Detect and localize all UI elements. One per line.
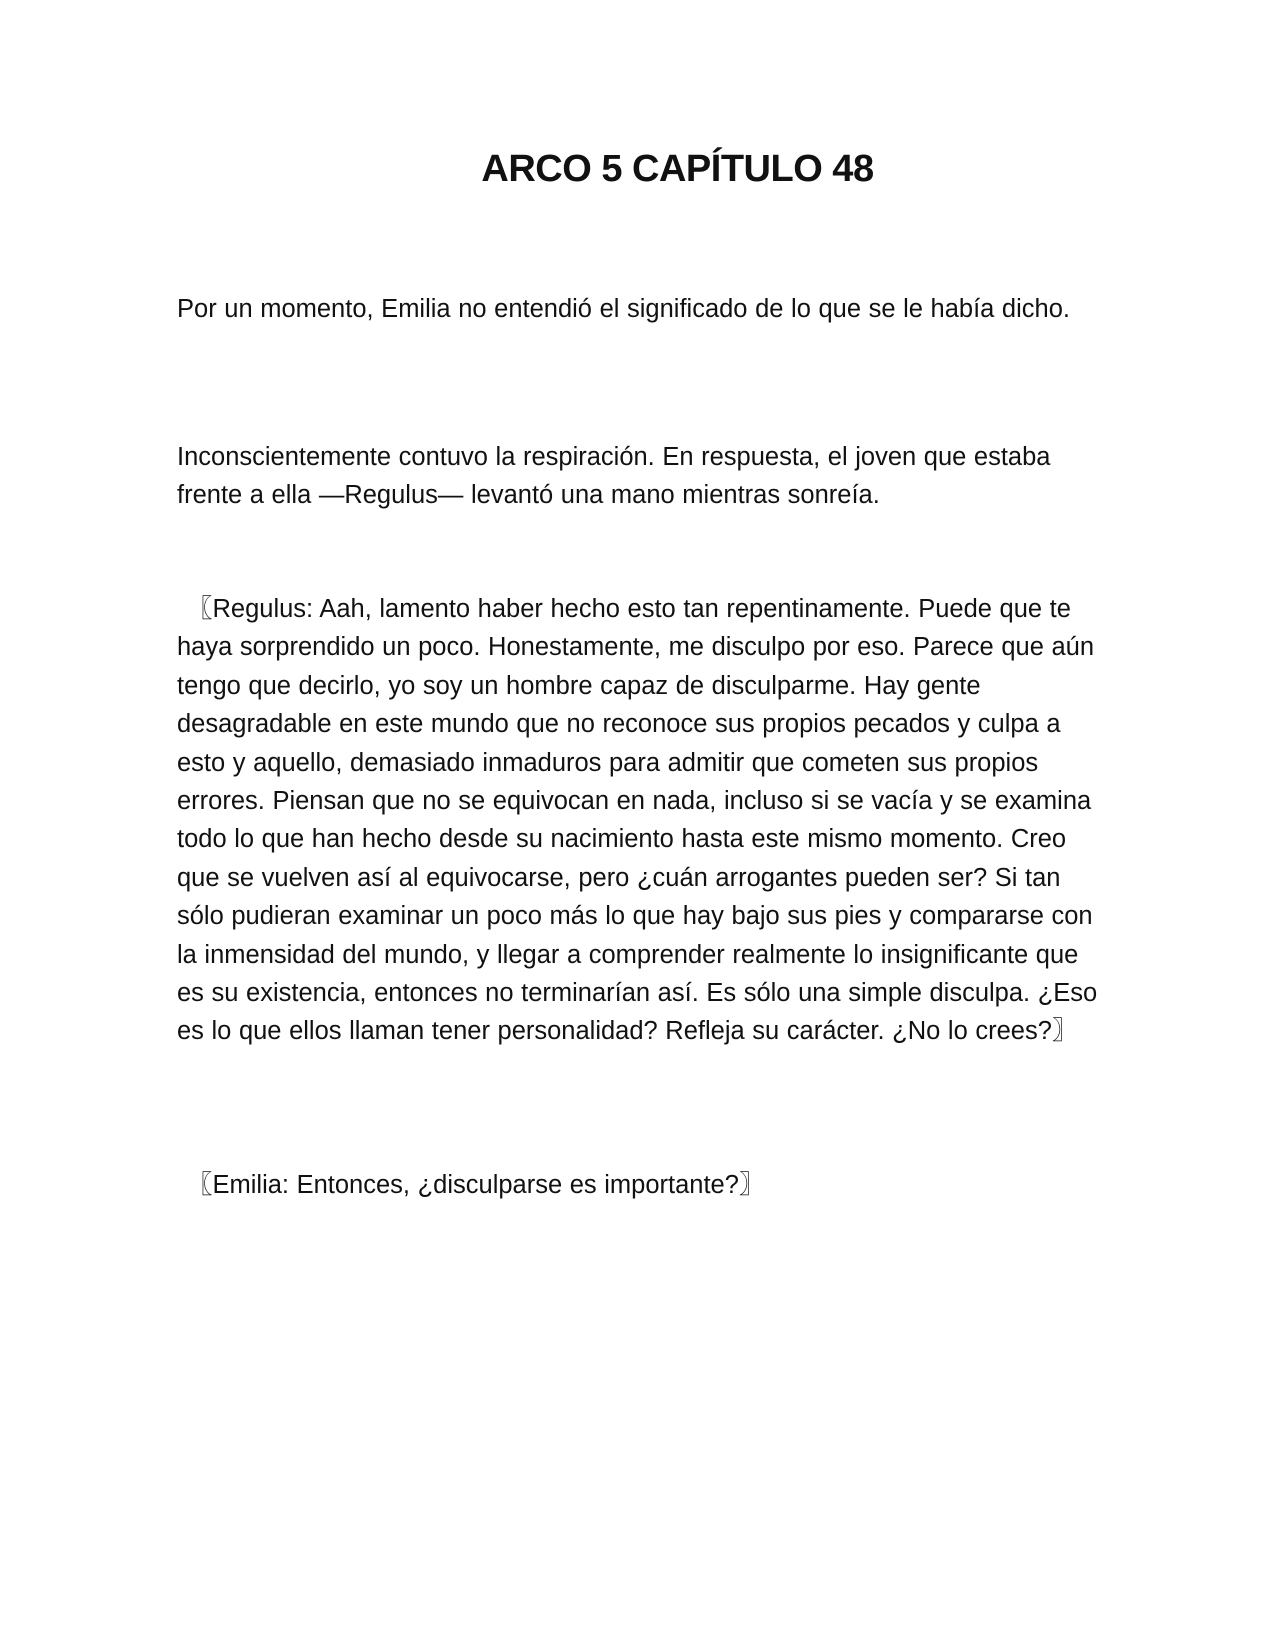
- page-title: ARCO 5 CAPÍTULO 48: [481, 148, 874, 190]
- paragraph-dialogue-emilia: 〖Emilia: Entonces, ¿disculparse es importante?〗: [187, 1171, 765, 1199]
- paragraph-narration-2: Inconscientemente contuvo la respiración. En respuesta, el joven que estaba frente a ella —Regulus— levantó una mano mientras sonreía.: [177, 443, 1051, 510]
- paragraph-narration-1: Por un momento, Emilia no entendió el significado de lo que se le había dicho.: [177, 295, 1070, 323]
- paragraph-dialogue-regulus: 〖Regulus: Aah, lamento haber hecho esto tan repentinamente. Puede que te haya sorprendido un poco. Honestamente, me disculpo por eso. Parece que aún tengo que decirlo, yo soy un hombre capaz de disculparme. Hay gente desagradable en este mundo que no reconoce sus propios pecados y culpa a esto y aquello, demasiado inmaduros para admitir que cometen sus propios errores. Piensan que no se equivocan en nada, incluso si se vacía y se examina todo lo que han hecho desde su nacimiento hasta este mismo momento. Creo que se vuelven así al equivocarse, pero ¿cuán arrogantes pueden ser? Si tan sólo pudieran examinar un poco más lo que hay bajo sus pies y compararse con la inmensidad del mundo, y llegar a comprender realmente lo insignificante que es su existencia, entonces no terminarían así. Es sólo una simple disculpa. ¿Eso es lo que ellos llaman tener personalidad? Refleja su carácter. ¿No lo crees?〗: [177, 595, 1098, 1046]
